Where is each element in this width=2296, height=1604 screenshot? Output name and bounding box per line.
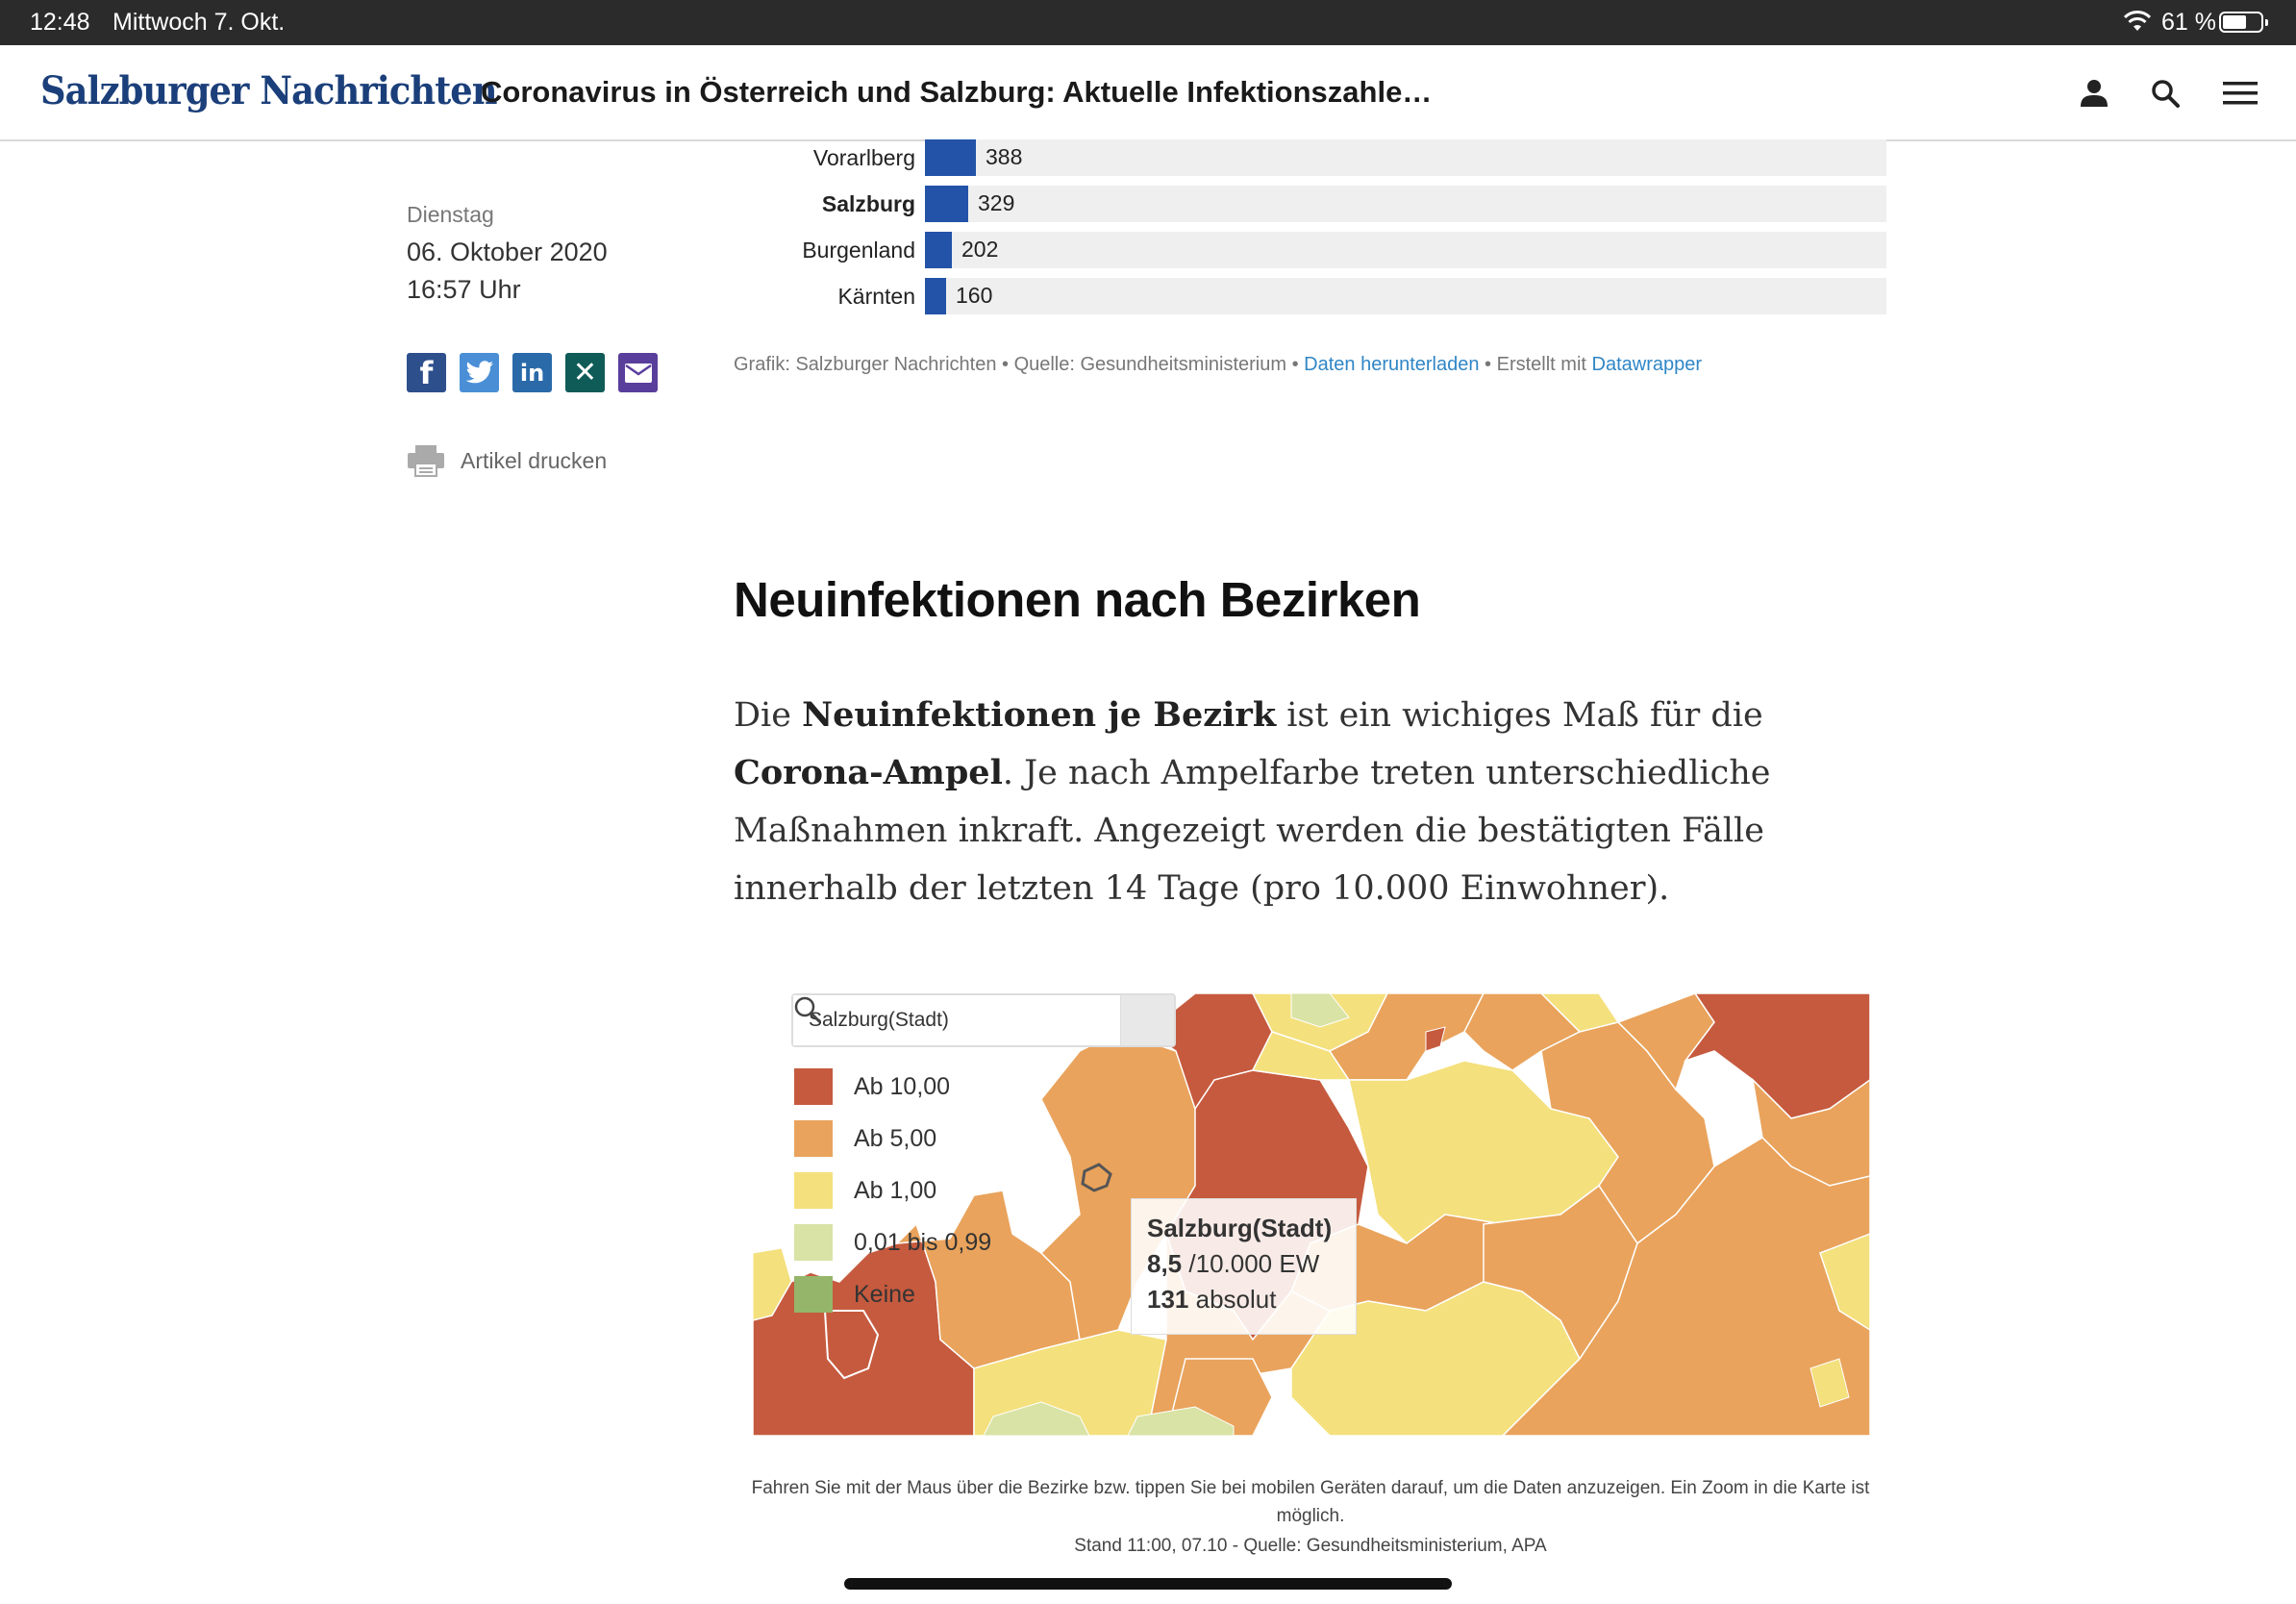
bar-row — [731, 232, 1884, 268]
para-text-2: ist ein wichiges Maß für die — [1276, 696, 1763, 735]
section-paragraph — [734, 687, 1887, 917]
status-time: 12:48 — [30, 9, 90, 36]
chart-credit — [734, 354, 1702, 376]
map-search-box — [791, 993, 1176, 1047]
battery-percentage: 61 % — [2161, 9, 2216, 36]
tooltip-absolute — [1147, 1282, 1340, 1317]
credit-text: Grafik: Salzburger Nachrichten • Quelle: Gesundheitsministerium • — [734, 354, 1305, 375]
xing-share-icon[interactable]: ✕ — [565, 353, 605, 392]
facebook-share-icon[interactable]: f — [407, 353, 446, 392]
bar-value: 160 — [956, 283, 993, 308]
credit-mid: • Erstellt mit — [1479, 354, 1592, 375]
print-label: Artikel drucken — [461, 447, 608, 473]
bar-fill — [925, 232, 952, 268]
site-logo[interactable]: Salzburger Nachrichten — [40, 68, 497, 113]
download-data-link[interactable]: Daten herunterladen — [1304, 354, 1480, 375]
bar-fill — [925, 186, 968, 222]
bar-track — [925, 186, 1886, 222]
para-bold-1: Neuinfektionen je Bezirk — [802, 695, 1277, 735]
tooltip-district-name: Salzburg(Stadt) — [1147, 1214, 1333, 1242]
legend-label: Ab 10,00 — [854, 1072, 951, 1100]
printer-icon — [407, 444, 445, 477]
status-date: Mittwoch 7. Okt. — [112, 9, 286, 36]
magnifier-icon — [793, 995, 822, 1024]
para-text-3: . Je nach Ampelfarbe treten unterschiedliche Maßnahmen inkraft. Angezeigt werden die bestätigten Fälle innerhalb der letzten 14 Tage (pro 10.000 Einwohner). — [734, 754, 1771, 908]
bar-label: Burgenland — [802, 238, 915, 263]
search-icon[interactable] — [2140, 68, 2190, 118]
bar-label: Salzburg — [821, 191, 915, 216]
bar-row — [731, 278, 1884, 314]
para-text-1: Die — [734, 696, 803, 735]
map-search-button[interactable] — [1120, 995, 1174, 1045]
tooltip-rate-unit: /10.000 EW — [1182, 1249, 1320, 1278]
legend-item — [794, 1068, 1083, 1105]
bar-label: Vorarlberg — [812, 145, 915, 170]
datawrapper-link[interactable]: Datawrapper — [1591, 354, 1703, 375]
article-weekday: Dienstag — [407, 202, 494, 227]
article-date: 06. Oktober 2020 — [407, 238, 608, 266]
tooltip-absolute-value: 131 — [1147, 1285, 1189, 1314]
legend-item — [794, 1120, 1083, 1157]
print-article-button[interactable] — [407, 444, 607, 477]
meta-divider — [407, 332, 678, 334]
bar-row — [731, 139, 1884, 176]
map-tooltip — [1131, 1198, 1357, 1335]
para-bold-2: Corona-Ampel — [734, 753, 1003, 792]
linkedin-share-icon[interactable]: in — [512, 353, 552, 392]
article-time: 16:57 Uhr — [407, 275, 521, 304]
map-search-input[interactable] — [793, 995, 1120, 1045]
legend-swatch — [794, 1120, 833, 1157]
status-bar — [0, 0, 2296, 45]
legend-item — [794, 1224, 1083, 1261]
tooltip-absolute-unit: absolut — [1188, 1285, 1277, 1314]
legend-label: 0,01 bis 0,99 — [854, 1228, 992, 1256]
tooltip-rate — [1147, 1246, 1340, 1282]
site-header — [0, 45, 2296, 141]
section-heading: Neuinfektionen nach Bezirken — [734, 572, 1421, 627]
legend-swatch — [794, 1068, 833, 1105]
legend-label: Keine — [854, 1280, 915, 1308]
bar-row — [731, 186, 1884, 222]
header-title: Coronavirus in Österreich und Salzburg: Aktuelle Infektionszahle… — [481, 75, 1433, 109]
bar-label: Kärnten — [837, 284, 915, 309]
bar-fill — [925, 139, 976, 176]
meta-divider-2 — [407, 420, 678, 422]
tooltip-rate-value: 8,5 — [1147, 1249, 1183, 1278]
battery-icon — [2219, 12, 2263, 33]
legend-swatch — [794, 1224, 833, 1261]
twitter-share-icon[interactable] — [460, 353, 499, 392]
district-map[interactable] — [753, 993, 1870, 1436]
wifi-icon — [2123, 10, 2152, 33]
legend-item — [794, 1172, 1083, 1209]
home-indicator[interactable] — [844, 1578, 1452, 1590]
map-instructions: Fahren Sie mit der Maus über die Bezirke bzw. tippen Sie bei mobilen Geräten darauf, um die Daten anzuzeigen. Ein Zoom in die Karte ist möglich. — [751, 1478, 1870, 1526]
legend-item — [794, 1276, 1083, 1313]
bar-value: 202 — [961, 237, 999, 262]
bar-fill — [925, 278, 946, 314]
email-share-icon[interactable] — [618, 353, 658, 392]
bar-track — [925, 278, 1886, 314]
legend-swatch — [794, 1172, 833, 1209]
bar-track — [925, 139, 1886, 176]
article-meta — [407, 202, 678, 305]
bar-track — [925, 232, 1886, 268]
legend-label: Ab 1,00 — [854, 1176, 937, 1204]
map-source: Stand 11:00, 07.10 - Quelle: Gesundheitsministerium, APA — [1074, 1536, 1547, 1556]
bar-value: 388 — [986, 144, 1023, 169]
legend-label: Ab 5,00 — [854, 1124, 937, 1152]
share-buttons — [407, 353, 658, 392]
legend-swatch — [794, 1276, 833, 1313]
user-icon[interactable] — [2069, 68, 2119, 118]
hamburger-menu-icon[interactable] — [2215, 68, 2265, 118]
bar-value: 329 — [978, 190, 1015, 215]
